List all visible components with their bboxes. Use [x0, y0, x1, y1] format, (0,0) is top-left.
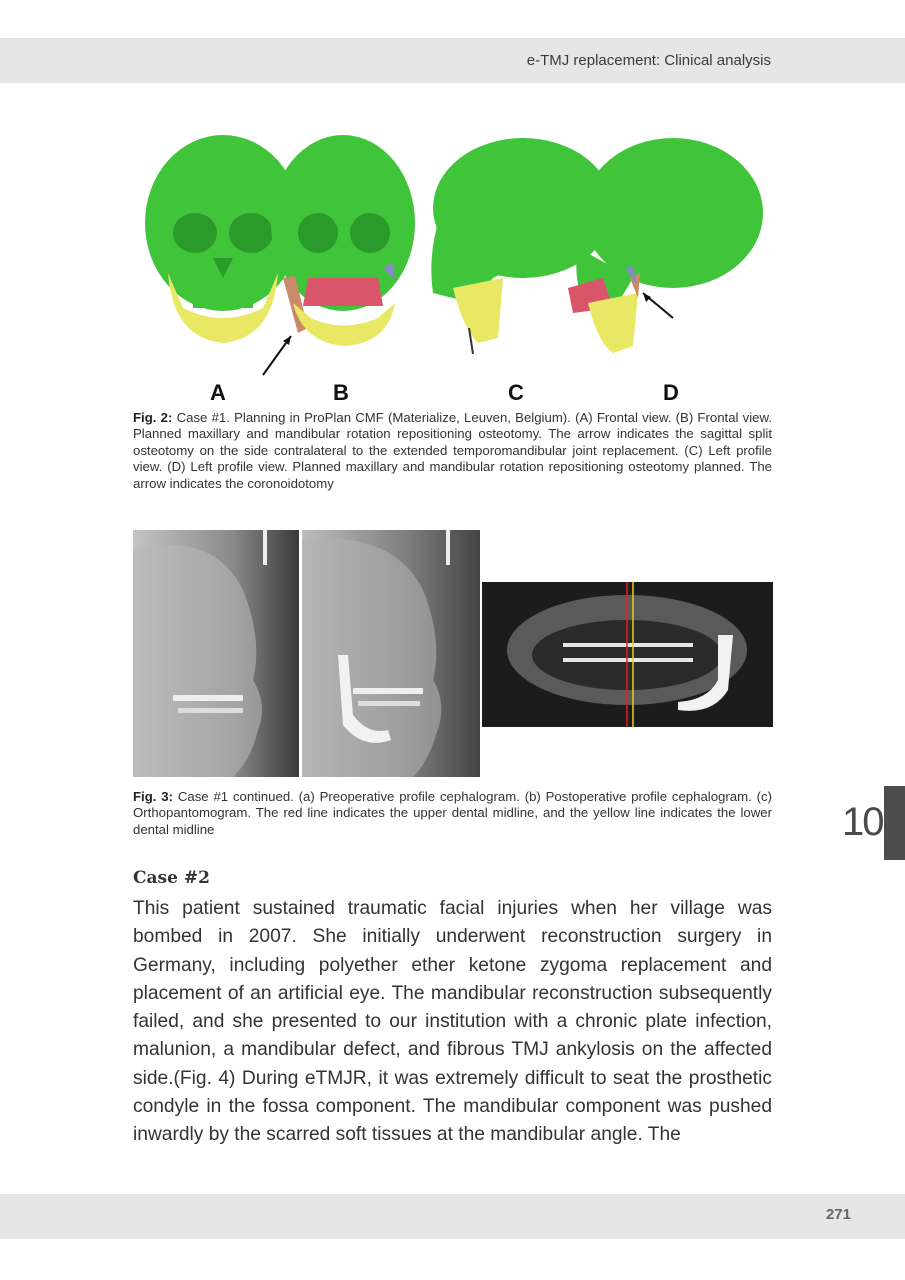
page-number: 271 [825, 1206, 851, 1223]
figure-3-image [133, 530, 773, 777]
cephalogram-postoperative [302, 530, 480, 777]
figure-3-caption [133, 789, 772, 838]
figure-3-caption-label: Fig. 3: [133, 789, 173, 804]
case-2-heading: Case #2 [133, 868, 210, 888]
panel-label-c: C [508, 380, 524, 405]
figure-3-caption-text: Case #1 continued. (a) Preoperative profile cephalogram. (b) Postoperative profile cephalogram. (c) Orthopantomogram. The red line indicates the upper dental midline, and the yellow line indicates the lower dental midline [133, 789, 772, 837]
running-head: e-TMJ replacement: Clinical analysis [526, 52, 771, 69]
footer-band [0, 1194, 905, 1239]
skull-b-frontal [271, 135, 415, 346]
cephalogram-preoperative [133, 530, 299, 777]
case-2-body: This patient sustained traumatic facial injuries when her village was bombed in 2007. She initially underwent reconstruction surgery in Germany, including polyether ether ketone zygoma replacement and placement of an artificial eye. The mandibular reconstruction subsequently failed, and she presented to our institution with a chronic plate infection, malunion, a mandibular defect, and fibrous TMJ ankylosis on the affected side.(Fig. 4) During eTMJR, it was extremely difficult to seat the prosthetic condyle in the fossa component. The mandibular component was pushed inwardly by the scarred soft tissues at the mandibular angle. The [133, 898, 772, 1146]
figure-2-image [133, 128, 773, 410]
panel-label-d: D [663, 380, 679, 405]
skull-c-profile [431, 138, 613, 354]
orthopantomogram [482, 530, 773, 777]
chapter-number: 10 [842, 800, 883, 844]
figure-2-caption-label: Fig. 2: [133, 410, 173, 425]
figure-2-caption [133, 410, 772, 492]
chapter-tab [884, 786, 905, 860]
panel-label-a: A [210, 380, 226, 405]
figure-2-caption-text: Case #1. Planning in ProPlan CMF (Materialize, Leuven, Belgium). (A) Frontal view. (B) Frontal view. Planned maxillary and mandibular rotation repositioning osteotomy. The arrow indicates the sagittal split osteotomy on the side contralateral to the extended temporomandibular joint replacement. (C) Left profile view. (D) Left profile view. Planned maxillary and mandibular rotation repositioning osteotomy planned. The arrow indicates the coronoidotomy [133, 410, 772, 491]
panel-label-b: B [333, 380, 349, 405]
